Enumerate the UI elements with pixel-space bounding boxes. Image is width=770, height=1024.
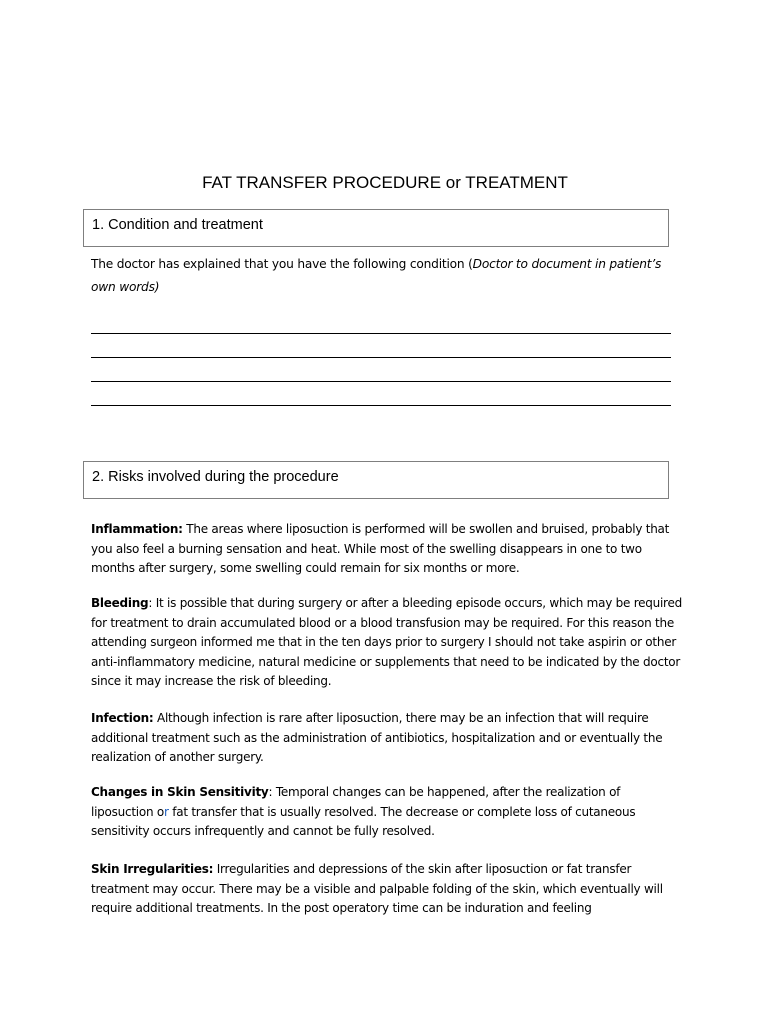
risk-infection-paragraph — [91, 709, 686, 768]
condition-write-line[interactable] — [91, 405, 671, 406]
condition-write-line[interactable] — [91, 381, 671, 382]
risk-inflammation-text: The areas where liposuction is performed will be swollen and bruised, probably that you also feel a burning sensation and heat. While most of the swelling disappears in one to two months after surgery, some swelling could remain for six months or more. — [91, 522, 670, 576]
page-title: FAT TRANSFER PROCEDURE or TREATMENT — [202, 173, 568, 192]
risk-sensitivity-paragraph — [91, 783, 686, 842]
risk-bleeding-text: : It is possible that during surgery or after a bleeding episode occurs, which may be required for treatment to drain accumulated blood or a blood transfusion may be required. For this reason the attending surgeon informed me that in the ten days prior to surgery I should not take aspirin or other anti-inflammatory medicine, natural medicine or supplements that need to be indicated by the doctor since it may increase the risk of bleeding. — [91, 596, 682, 689]
risk-bleeding-paragraph — [91, 594, 686, 692]
risk-inflammation-label: Inflammation: — [91, 522, 183, 536]
risk-bleeding-label: Bleeding — [91, 596, 149, 610]
risk-irregularities-text: Irregularities and depressions of the skin after liposuction or fat transfer treatment may occur. There may be a visible and palpable folding of the skin, which eventually will require additional treatments. In the post operatory time can be induration and feeling — [91, 862, 663, 916]
risk-infection-text: Although infection is rare after liposuction, there may be an infection that will require additional treatment such as the administration of antibiotics, hospitalization and or eventually the realization of another surgery. — [91, 711, 663, 765]
section-risks-heading-box — [83, 461, 669, 499]
condition-intro-italic: Doctor to document in patient’s own words) — [91, 257, 662, 294]
risk-sensitivity-text-blue: r — [163, 804, 169, 819]
risk-infection-label: Infection: — [91, 711, 154, 725]
risk-irregularities-label: Skin Irregularities: — [91, 862, 214, 876]
risk-irregularities-paragraph — [91, 860, 686, 919]
risk-sensitivity-label: Changes in Skin Sensitivity — [91, 785, 269, 799]
section-condition-heading: 1. Condition and treatment — [92, 217, 263, 233]
section-risks-heading: 2. Risks involved during the procedure — [92, 469, 339, 485]
risk-sensitivity-text-b: fat transfer that is usually resolved. The decrease or complete loss of cutaneous sensitivity occurs infrequently and cannot be fully resolved. — [91, 804, 636, 839]
condition-intro — [91, 253, 686, 299]
condition-write-line[interactable] — [91, 333, 671, 334]
section-condition-heading-box — [83, 209, 669, 247]
risk-sensitivity-text-a: : Temporal changes can be happened, after the realization of liposuction o — [91, 785, 621, 819]
condition-intro-text: The doctor has explained that you have the following condition ( — [91, 257, 473, 271]
risk-inflammation-paragraph — [91, 520, 686, 579]
condition-write-line[interactable] — [91, 357, 671, 358]
